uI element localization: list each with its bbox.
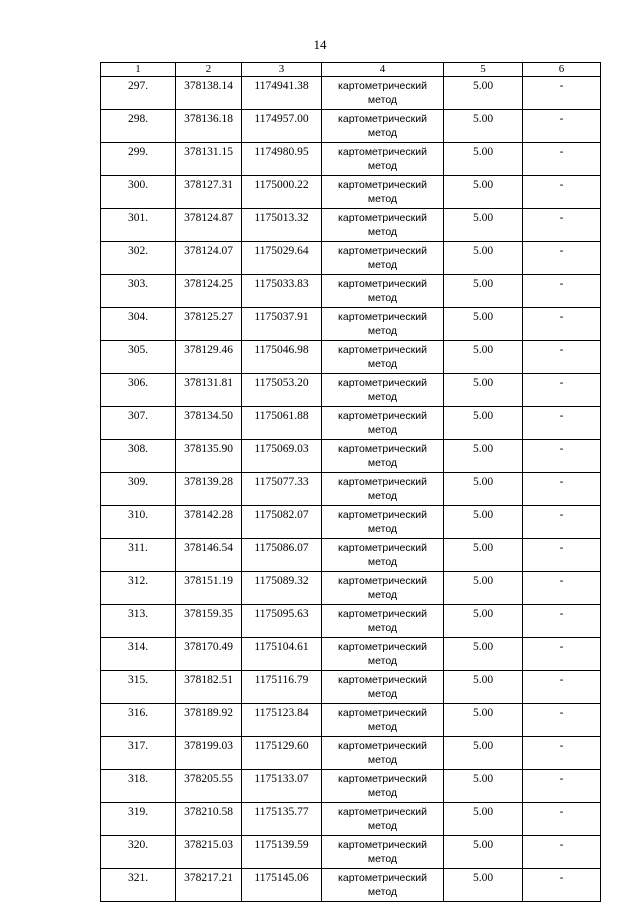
method-cell — [322, 275, 444, 308]
method-cell — [322, 77, 444, 110]
x-coordinate-cell: 378205.55 — [176, 770, 242, 803]
method-line-2: метод — [367, 721, 398, 733]
method-line-2: метод — [367, 754, 398, 766]
note-cell: - — [523, 737, 601, 770]
method-line-2: метод — [367, 556, 398, 568]
accuracy-cell: 5.00 — [444, 341, 523, 374]
table-row — [101, 506, 601, 539]
y-coordinate-cell: 1175095.63 — [242, 605, 322, 638]
x-coordinate-cell: 378125.27 — [176, 308, 242, 341]
note-cell: - — [523, 110, 601, 143]
x-coordinate-cell: 378134.50 — [176, 407, 242, 440]
table-row — [101, 308, 601, 341]
point-number-cell: 313. — [101, 605, 176, 638]
y-coordinate-cell: 1174980.95 — [242, 143, 322, 176]
y-coordinate-cell: 1175061.88 — [242, 407, 322, 440]
method-line-1: картометрический — [338, 377, 427, 389]
table-row — [101, 539, 601, 572]
note-cell: - — [523, 539, 601, 572]
note-cell: - — [523, 275, 601, 308]
method-line-1: картометрический — [338, 674, 427, 686]
note-cell: - — [523, 605, 601, 638]
y-coordinate-cell: 1175046.98 — [242, 341, 322, 374]
table-row — [101, 275, 601, 308]
accuracy-cell: 5.00 — [444, 176, 523, 209]
accuracy-cell: 5.00 — [444, 308, 523, 341]
accuracy-cell: 5.00 — [444, 737, 523, 770]
method-line-1: картометрический — [338, 542, 427, 554]
method-line-1: картометрический — [338, 344, 427, 356]
method-cell — [322, 671, 444, 704]
accuracy-cell: 5.00 — [444, 110, 523, 143]
point-number-cell: 298. — [101, 110, 176, 143]
y-coordinate-cell: 1175033.83 — [242, 275, 322, 308]
y-coordinate-cell: 1175037.91 — [242, 308, 322, 341]
table-header — [101, 63, 601, 77]
method-line-2: метод — [367, 259, 398, 271]
table-row — [101, 77, 601, 110]
note-cell: - — [523, 638, 601, 671]
method-line-1: картометрический — [338, 80, 427, 92]
method-line-1: картометрический — [338, 113, 427, 125]
column-header-2: 2 — [176, 63, 242, 77]
method-line-1: картометрический — [338, 146, 427, 158]
column-header-6: 6 — [523, 63, 601, 77]
accuracy-cell: 5.00 — [444, 770, 523, 803]
method-cell — [322, 506, 444, 539]
method-line-1: картометрический — [338, 278, 427, 290]
accuracy-cell: 5.00 — [444, 77, 523, 110]
table-row — [101, 110, 601, 143]
method-line-2: метод — [367, 193, 398, 205]
point-number-cell: 308. — [101, 440, 176, 473]
method-cell — [322, 638, 444, 671]
accuracy-cell: 5.00 — [444, 572, 523, 605]
table-row — [101, 440, 601, 473]
point-number-cell: 314. — [101, 638, 176, 671]
y-coordinate-cell: 1175139.59 — [242, 836, 322, 869]
table-row — [101, 704, 601, 737]
x-coordinate-cell: 378215.03 — [176, 836, 242, 869]
method-line-2: метод — [367, 127, 398, 139]
method-line-2: метод — [367, 490, 398, 502]
coordinates-table — [100, 62, 601, 902]
x-coordinate-cell: 378217.21 — [176, 869, 242, 902]
note-cell: - — [523, 869, 601, 902]
point-number-cell: 310. — [101, 506, 176, 539]
table-row — [101, 209, 601, 242]
accuracy-cell: 5.00 — [444, 638, 523, 671]
x-coordinate-cell: 378138.14 — [176, 77, 242, 110]
y-coordinate-cell: 1175077.33 — [242, 473, 322, 506]
method-cell — [322, 242, 444, 275]
x-coordinate-cell: 378124.87 — [176, 209, 242, 242]
y-coordinate-cell: 1174941.38 — [242, 77, 322, 110]
note-cell: - — [523, 836, 601, 869]
method-line-2: метод — [367, 820, 398, 832]
method-cell — [322, 143, 444, 176]
method-cell — [322, 308, 444, 341]
point-number-cell: 315. — [101, 671, 176, 704]
table-row — [101, 572, 601, 605]
method-line-1: картометрический — [338, 806, 427, 818]
y-coordinate-cell: 1175069.03 — [242, 440, 322, 473]
x-coordinate-cell: 378146.54 — [176, 539, 242, 572]
table-row — [101, 836, 601, 869]
method-line-1: картометрический — [338, 410, 427, 422]
method-cell — [322, 869, 444, 902]
table-row — [101, 473, 601, 506]
point-number-cell: 319. — [101, 803, 176, 836]
method-line-1: картометрический — [338, 608, 427, 620]
column-header-3: 3 — [242, 63, 322, 77]
method-line-1: картометрический — [338, 212, 427, 224]
table-row — [101, 737, 601, 770]
point-number-cell: 305. — [101, 341, 176, 374]
accuracy-cell: 5.00 — [444, 440, 523, 473]
method-line-2: метод — [367, 391, 398, 403]
table-row — [101, 341, 601, 374]
table-row — [101, 803, 601, 836]
method-line-2: метод — [367, 523, 398, 535]
y-coordinate-cell: 1175129.60 — [242, 737, 322, 770]
method-line-2: метод — [367, 160, 398, 172]
method-cell — [322, 440, 444, 473]
note-cell: - — [523, 341, 601, 374]
note-cell: - — [523, 176, 601, 209]
y-coordinate-cell: 1175053.20 — [242, 374, 322, 407]
method-cell — [322, 374, 444, 407]
point-number-cell: 299. — [101, 143, 176, 176]
point-number-cell: 309. — [101, 473, 176, 506]
method-line-2: метод — [367, 358, 398, 370]
accuracy-cell: 5.00 — [444, 869, 523, 902]
table-row — [101, 671, 601, 704]
accuracy-cell: 5.00 — [444, 836, 523, 869]
point-number-cell: 306. — [101, 374, 176, 407]
method-line-2: метод — [367, 589, 398, 601]
y-coordinate-cell: 1175116.79 — [242, 671, 322, 704]
note-cell: - — [523, 572, 601, 605]
table-row — [101, 143, 601, 176]
method-cell — [322, 110, 444, 143]
accuracy-cell: 5.00 — [444, 407, 523, 440]
x-coordinate-cell: 378159.35 — [176, 605, 242, 638]
y-coordinate-cell: 1175086.07 — [242, 539, 322, 572]
note-cell: - — [523, 506, 601, 539]
y-coordinate-cell: 1175000.22 — [242, 176, 322, 209]
method-cell — [322, 605, 444, 638]
page-number: 14 — [313, 37, 327, 52]
accuracy-cell: 5.00 — [444, 506, 523, 539]
y-coordinate-cell: 1175104.61 — [242, 638, 322, 671]
point-number-cell: 318. — [101, 770, 176, 803]
table-row — [101, 176, 601, 209]
method-line-2: метод — [367, 886, 398, 898]
method-line-2: метод — [367, 325, 398, 337]
point-number-cell: 304. — [101, 308, 176, 341]
method-cell — [322, 473, 444, 506]
accuracy-cell: 5.00 — [444, 539, 523, 572]
point-number-cell: 316. — [101, 704, 176, 737]
point-number-cell: 302. — [101, 242, 176, 275]
method-line-1: картометрический — [338, 311, 427, 323]
y-coordinate-cell: 1175013.32 — [242, 209, 322, 242]
method-cell — [322, 737, 444, 770]
method-line-2: метод — [367, 94, 398, 106]
accuracy-cell: 5.00 — [444, 242, 523, 275]
x-coordinate-cell: 378131.81 — [176, 374, 242, 407]
y-coordinate-cell: 1175029.64 — [242, 242, 322, 275]
accuracy-cell: 5.00 — [444, 605, 523, 638]
method-line-2: метод — [367, 688, 398, 700]
point-number-cell: 300. — [101, 176, 176, 209]
point-number-cell: 311. — [101, 539, 176, 572]
y-coordinate-cell: 1175082.07 — [242, 506, 322, 539]
note-cell: - — [523, 374, 601, 407]
note-cell: - — [523, 671, 601, 704]
method-line-1: картометрический — [338, 839, 427, 851]
method-line-2: метод — [367, 457, 398, 469]
column-header-1: 1 — [101, 63, 176, 77]
x-coordinate-cell: 378131.15 — [176, 143, 242, 176]
table-row — [101, 638, 601, 671]
note-cell: - — [523, 440, 601, 473]
point-number-cell: 317. — [101, 737, 176, 770]
y-coordinate-cell: 1174957.00 — [242, 110, 322, 143]
accuracy-cell: 5.00 — [444, 209, 523, 242]
method-line-1: картометрический — [338, 641, 427, 653]
table-row — [101, 374, 601, 407]
table-row — [101, 869, 601, 902]
accuracy-cell: 5.00 — [444, 704, 523, 737]
method-cell — [322, 770, 444, 803]
method-line-1: картометрический — [338, 476, 427, 488]
method-line-2: метод — [367, 424, 398, 436]
note-cell: - — [523, 407, 601, 440]
table-row — [101, 407, 601, 440]
x-coordinate-cell: 378124.07 — [176, 242, 242, 275]
y-coordinate-cell: 1175089.32 — [242, 572, 322, 605]
y-coordinate-cell: 1175133.07 — [242, 770, 322, 803]
x-coordinate-cell: 378170.49 — [176, 638, 242, 671]
method-cell — [322, 704, 444, 737]
header-row — [101, 63, 601, 77]
method-cell — [322, 176, 444, 209]
accuracy-cell: 5.00 — [444, 671, 523, 704]
method-cell — [322, 572, 444, 605]
x-coordinate-cell: 378127.31 — [176, 176, 242, 209]
method-line-2: метод — [367, 292, 398, 304]
method-cell — [322, 209, 444, 242]
accuracy-cell: 5.00 — [444, 803, 523, 836]
x-coordinate-cell: 378124.25 — [176, 275, 242, 308]
accuracy-cell: 5.00 — [444, 374, 523, 407]
note-cell: - — [523, 143, 601, 176]
note-cell: - — [523, 704, 601, 737]
method-line-1: картометрический — [338, 509, 427, 521]
column-header-5: 5 — [444, 63, 523, 77]
column-header-4: 4 — [322, 63, 444, 77]
x-coordinate-cell: 378182.51 — [176, 671, 242, 704]
method-cell — [322, 836, 444, 869]
point-number-cell: 297. — [101, 77, 176, 110]
point-number-cell: 303. — [101, 275, 176, 308]
method-line-1: картометрический — [338, 872, 427, 884]
x-coordinate-cell: 378151.19 — [176, 572, 242, 605]
table-row — [101, 605, 601, 638]
method-line-1: картометрический — [338, 740, 427, 752]
x-coordinate-cell: 378129.46 — [176, 341, 242, 374]
x-coordinate-cell: 378210.58 — [176, 803, 242, 836]
table-body — [101, 77, 601, 902]
x-coordinate-cell: 378135.90 — [176, 440, 242, 473]
table-row — [101, 242, 601, 275]
point-number-cell: 321. — [101, 869, 176, 902]
method-line-1: картометрический — [338, 707, 427, 719]
point-number-cell: 301. — [101, 209, 176, 242]
accuracy-cell: 5.00 — [444, 143, 523, 176]
method-line-1: картометрический — [338, 443, 427, 455]
note-cell: - — [523, 803, 601, 836]
method-cell — [322, 803, 444, 836]
method-line-1: картометрический — [338, 179, 427, 191]
note-cell: - — [523, 473, 601, 506]
note-cell: - — [523, 209, 601, 242]
table-row — [101, 770, 601, 803]
note-cell: - — [523, 308, 601, 341]
y-coordinate-cell: 1175135.77 — [242, 803, 322, 836]
method-line-2: метод — [367, 787, 398, 799]
x-coordinate-cell: 378139.28 — [176, 473, 242, 506]
x-coordinate-cell: 378136.18 — [176, 110, 242, 143]
note-cell: - — [523, 242, 601, 275]
method-line-2: метод — [367, 226, 398, 238]
method-cell — [322, 341, 444, 374]
method-line-1: картометрический — [338, 245, 427, 257]
method-cell — [322, 539, 444, 572]
accuracy-cell: 5.00 — [444, 275, 523, 308]
point-number-cell: 307. — [101, 407, 176, 440]
note-cell: - — [523, 770, 601, 803]
x-coordinate-cell: 378199.03 — [176, 737, 242, 770]
x-coordinate-cell: 378142.28 — [176, 506, 242, 539]
method-cell — [322, 407, 444, 440]
point-number-cell: 312. — [101, 572, 176, 605]
y-coordinate-cell: 1175145.06 — [242, 869, 322, 902]
method-line-1: картометрический — [338, 773, 427, 785]
method-line-2: метод — [367, 622, 398, 634]
x-coordinate-cell: 378189.92 — [176, 704, 242, 737]
point-number-cell: 320. — [101, 836, 176, 869]
method-line-1: картометрический — [338, 575, 427, 587]
method-line-2: метод — [367, 655, 398, 667]
y-coordinate-cell: 1175123.84 — [242, 704, 322, 737]
accuracy-cell: 5.00 — [444, 473, 523, 506]
note-cell: - — [523, 77, 601, 110]
method-line-2: метод — [367, 853, 398, 865]
